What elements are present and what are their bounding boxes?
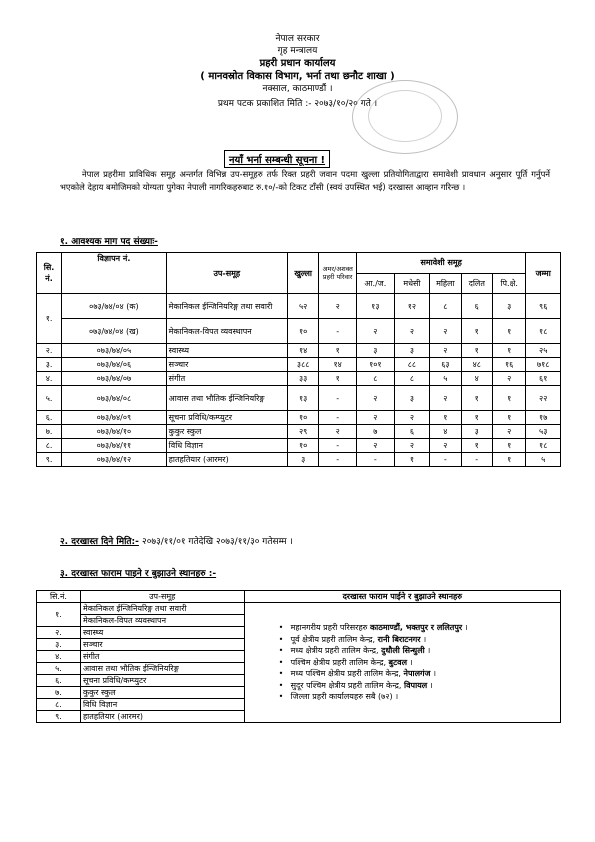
cell-backward: १	[492, 439, 525, 453]
cell-group: हातहतियार (आरमर)	[80, 711, 244, 723]
cell-open: २९	[287, 425, 318, 439]
cell-madhesi: ८	[394, 372, 430, 386]
header-publish-date: प्रथम पटक प्रकाशित मिति :- २०७३/१०/२० गते ।	[217, 99, 378, 109]
cell-group: स्वास्थ्य	[166, 344, 287, 358]
cell-group: स्वास्थ्य	[80, 627, 244, 639]
cell-sn: १.	[37, 603, 81, 627]
cell-total: १८	[526, 439, 561, 453]
col-women: महिला	[430, 273, 461, 294]
cell-group: आवास तथा भौतिक ईन्जिनियरिङ्ग	[80, 663, 244, 675]
cell-backward: १	[492, 411, 525, 425]
table-row	[37, 358, 561, 372]
cell-madhesi: ३	[394, 344, 430, 358]
cell-dalit: १	[461, 319, 492, 344]
cell-sn: ५.	[37, 386, 62, 411]
cell-women: २	[430, 344, 461, 358]
cell-women: ५	[430, 372, 461, 386]
section-3-title: ३. दरखास्त फाराम पाइने र बुझाउने स्थानहरु :-	[60, 569, 217, 579]
cell-group: संगीत	[80, 651, 244, 663]
cell-women: ४	[430, 425, 461, 439]
table-row	[37, 603, 561, 615]
col-advertisement: विज्ञापन नं.	[62, 253, 167, 294]
cell-backward: २	[492, 425, 525, 439]
cell-open: ३८८	[287, 358, 318, 372]
cell-aj: -	[357, 453, 395, 467]
cell-family: -	[319, 319, 357, 344]
cell-total: १८	[526, 319, 561, 344]
col-sn: सि.नं.	[37, 591, 81, 603]
cell-total: २२	[526, 386, 561, 411]
header-office: प्रहरी प्रधान कार्यालय	[259, 58, 336, 69]
table-row	[37, 453, 561, 467]
cell-dalit: १	[461, 439, 492, 453]
cell-total: ५३	[526, 425, 561, 439]
cell-group: सञ्चार	[166, 358, 287, 372]
cell-family: -	[319, 439, 357, 453]
cell-madhesi: २	[394, 319, 430, 344]
col-dalit: दलित	[461, 273, 492, 294]
cell-adv: ०७३/७४/०४ (क)	[62, 294, 167, 319]
submission-places-table	[36, 590, 561, 723]
cell-women: २	[430, 386, 461, 411]
official-seal-inner	[368, 90, 442, 142]
cell-sn: ८.	[37, 699, 81, 711]
cell-aj: २	[357, 439, 395, 453]
header-government: नेपाल सरकार	[275, 34, 320, 44]
cell-women: -	[430, 453, 461, 467]
cell-adv: ०७३/७४/११	[62, 439, 167, 453]
cell-family: १४	[319, 358, 357, 372]
table-header-row	[37, 253, 561, 274]
cell-sn: ९.	[37, 711, 81, 723]
cell-adv: ०७३/७४/०७	[62, 372, 167, 386]
application-dates: २०७३/११/०१ गतेदेखि २०७३/११/३० गतेसम्म ।	[142, 537, 293, 547]
cell-backward: १	[492, 344, 525, 358]
cell-total: ५	[526, 453, 561, 467]
cell-open: ३३	[287, 372, 318, 386]
col-madhesi: मधेसी	[394, 273, 430, 294]
cell-family: -	[319, 453, 357, 467]
cell-women: २	[430, 319, 461, 344]
cell-aj: २	[357, 319, 395, 344]
col-subgroup: उप-समूह	[166, 253, 287, 294]
cell-family: २	[319, 294, 357, 319]
cell-adv: ०७३/७४/०६	[62, 358, 167, 372]
cell-group: संगीत	[166, 372, 287, 386]
cell-aj: ८	[357, 372, 395, 386]
table-row	[37, 425, 561, 439]
cell-aj: ७	[357, 425, 395, 439]
col-places: दरखास्त फाराम पाईने र बुझाउने स्थानहरु	[244, 591, 560, 603]
cell-group: हातहतियार (आरमर)	[166, 453, 287, 467]
cell-sn: २.	[37, 627, 81, 639]
cell-total: ६१	[526, 372, 561, 386]
cell-aj: २	[357, 411, 395, 425]
cell-madhesi: १	[394, 453, 430, 467]
table-row	[37, 372, 561, 386]
cell-dalit: ४८	[461, 358, 492, 372]
header-division: ( मानवस्रोत विकास विभाग, भर्ना तथा छनौट शाखा )	[200, 71, 395, 82]
intro-paragraph: नेपाल प्रहरीमा प्राविधिक समूह अन्तर्गत विभिन्न उप-समूहरु तर्फ रिक्त प्रहरी जवान पदमा खुल्ला प्रतियोगिताद्वारा समावेशी प्रावधान अनुसार पूर्ति गर्नुपर्ने भएकोले देहाय बमोजिमको योग्यता पुगेका नेपाली नागरिकहरुबाट रु.१०/-को टिकट टाँसी (स्वयं उपस्थित भई) दरखास्त आव्हान गरिन्छ ।	[60, 169, 550, 192]
list-item: • महानगरीय प्रहरी परिसरहरु काठमाण्डौं, भक्तपुर र ललितपुर ।	[293, 622, 558, 634]
cell-sn: ७.	[37, 687, 81, 699]
cell-aj: २	[357, 386, 395, 411]
section-3-heading	[60, 566, 216, 579]
cell-dalit: ३	[461, 425, 492, 439]
cell-family: २	[319, 425, 357, 439]
table-header-row	[37, 591, 561, 603]
col-sn: सि. नं.	[37, 253, 62, 294]
cell-women: ८	[430, 294, 461, 319]
cell-total: ७१८	[526, 358, 561, 372]
cell-backward: १	[492, 453, 525, 467]
cell-sn: ६.	[37, 411, 62, 425]
cell-adv: ०७३/७४/०५	[62, 344, 167, 358]
cell-open: १४	[287, 344, 318, 358]
col-adibasi-janajati: आ./ज.	[357, 273, 395, 294]
list-item: • मध्य क्षेत्रीय प्रहरी तालिम केन्द्र, दुधौली सिन्धुली ।	[293, 645, 558, 657]
cell-adv: ०७३/७४/१२	[62, 453, 167, 467]
col-open: खुल्ला	[287, 253, 318, 294]
cell-sn: ४.	[37, 651, 81, 663]
table-row	[37, 411, 561, 425]
col-subgroup: उप-समूह	[80, 591, 244, 603]
cell-sn: ८.	[37, 439, 62, 453]
cell-group: कुकुर स्कुल	[80, 687, 244, 699]
cell-open: १०	[287, 439, 318, 453]
cell-dalit: १	[461, 411, 492, 425]
cell-aj: १०१	[357, 358, 395, 372]
col-inclusive: समावेशी समूह	[357, 253, 526, 274]
cell-family: -	[319, 386, 357, 411]
cell-open: ३	[287, 453, 318, 467]
header-location: नक्साल, काठमाण्डौं ।	[262, 84, 333, 94]
cell-madhesi: २	[394, 439, 430, 453]
col-backward-region: पि.क्षे.	[492, 273, 525, 294]
cell-family: १	[319, 372, 357, 386]
cell-women: ६३	[430, 358, 461, 372]
cell-sn: ४.	[37, 372, 62, 386]
cell-dalit: ६	[461, 294, 492, 319]
notice-title: नयाँ भर्ना सम्बन्धी सूचना !	[224, 150, 330, 168]
cell-group: मेकानिकल ईन्जिनियरिङ्ग तथा सवारी	[80, 603, 244, 615]
section-1-heading	[60, 234, 158, 247]
cell-sn: १.	[37, 294, 62, 344]
cell-dalit: १	[461, 386, 492, 411]
cell-sn: ७.	[37, 425, 62, 439]
list-item: • पश्चिम क्षेत्रीय प्रहरी तालिम केन्द्र, बुटवल ।	[293, 657, 558, 669]
cell-madhesi: ८८	[394, 358, 430, 372]
cell-total: १७	[526, 411, 561, 425]
cell-aj: १३	[357, 294, 395, 319]
cell-sn: ३.	[37, 358, 62, 372]
cell-women: २	[430, 439, 461, 453]
cell-dalit: -	[461, 453, 492, 467]
cell-backward: १	[492, 319, 525, 344]
cell-backward: १	[492, 386, 525, 411]
list-item: • मध्य पश्चिम क्षेत्रीय प्रहरी तालिम केन्द्र, नेपालगंज ।	[293, 668, 558, 680]
cell-group: मेकानिकल-विपत व्यवस्थापन	[166, 319, 287, 344]
cell-group: विधि विज्ञान	[80, 699, 244, 711]
cell-madhesi: १२	[394, 294, 430, 319]
cell-family: १	[319, 344, 357, 358]
cell-group: विधि विज्ञान	[166, 439, 287, 453]
cell-adv: ०७३/७४/०९	[62, 411, 167, 425]
list-item: • जिल्ला प्रहरी कार्यालयहरु सबै (७२) ।	[293, 691, 558, 703]
cell-total: ९६	[526, 294, 561, 319]
cell-adv: ०७३/७४/०८	[62, 386, 167, 411]
header-ministry: गृह मन्त्रालय	[277, 46, 318, 56]
section-2-title: २. दरखास्त दिने मिति:-	[60, 537, 139, 547]
section-2-heading	[60, 534, 293, 547]
col-total: जम्मा	[526, 253, 561, 294]
cell-sn: ६.	[37, 675, 81, 687]
cell-open: १०	[287, 319, 318, 344]
cell-backward: १६	[492, 358, 525, 372]
cell-dalit: ४	[461, 372, 492, 386]
cell-aj: ३	[357, 344, 395, 358]
cell-group: आवास तथा भौतिक ईन्जिनियरिङ्ग	[166, 386, 287, 411]
cell-sn: ३.	[37, 639, 81, 651]
table-row	[37, 294, 561, 319]
list-item: • सुदूर पश्चिम क्षेत्रीय प्रहरी तालिम केन्द्र, विपायल ।	[293, 680, 558, 692]
cell-group: मेकानिकल-विपत व्यवस्थापन	[80, 615, 244, 627]
places-list	[275, 622, 558, 703]
section-1-title: १. आवश्यक माग पद संख्याः-	[60, 237, 158, 247]
table-row	[37, 439, 561, 453]
cell-family: -	[319, 411, 357, 425]
places-cell	[244, 603, 560, 723]
cell-open: १३	[287, 386, 318, 411]
cell-madhesi: २	[394, 411, 430, 425]
table-row	[37, 319, 561, 344]
cell-group: सञ्चार	[80, 639, 244, 651]
cell-madhesi: ३	[394, 386, 430, 411]
col-police-family: अमर/अशक्त प्रहरी परिवार	[319, 253, 357, 294]
cell-backward: ३	[492, 294, 525, 319]
cell-open: १०	[287, 411, 318, 425]
cell-group: सूचना प्रविधि/कम्प्युटर	[166, 411, 287, 425]
cell-madhesi: ६	[394, 425, 430, 439]
vacancy-table	[36, 252, 561, 467]
cell-backward: २	[492, 372, 525, 386]
cell-total: २५	[526, 344, 561, 358]
cell-sn: ९.	[37, 453, 62, 467]
cell-adv: ०७३/७४/१०	[62, 425, 167, 439]
cell-group: कुकुर स्कुल	[166, 425, 287, 439]
table-row	[37, 386, 561, 411]
cell-sn: २.	[37, 344, 62, 358]
table-row	[37, 344, 561, 358]
list-item: • पूर्व क्षेत्रीय प्रहरी तालिम केन्द्र, रानी बिराटनगर ।	[293, 634, 558, 646]
cell-women: १	[430, 411, 461, 425]
cell-group: मेकानिकल ईन्जिनियरिङ्ग तथा सवारी	[166, 294, 287, 319]
cell-adv: ०७३/७४/०४ (ख)	[62, 319, 167, 344]
cell-dalit: १	[461, 344, 492, 358]
cell-group: सूचना प्रविधि/कम्प्युटर	[80, 675, 244, 687]
cell-open: ५२	[287, 294, 318, 319]
cell-sn: ५.	[37, 663, 81, 675]
